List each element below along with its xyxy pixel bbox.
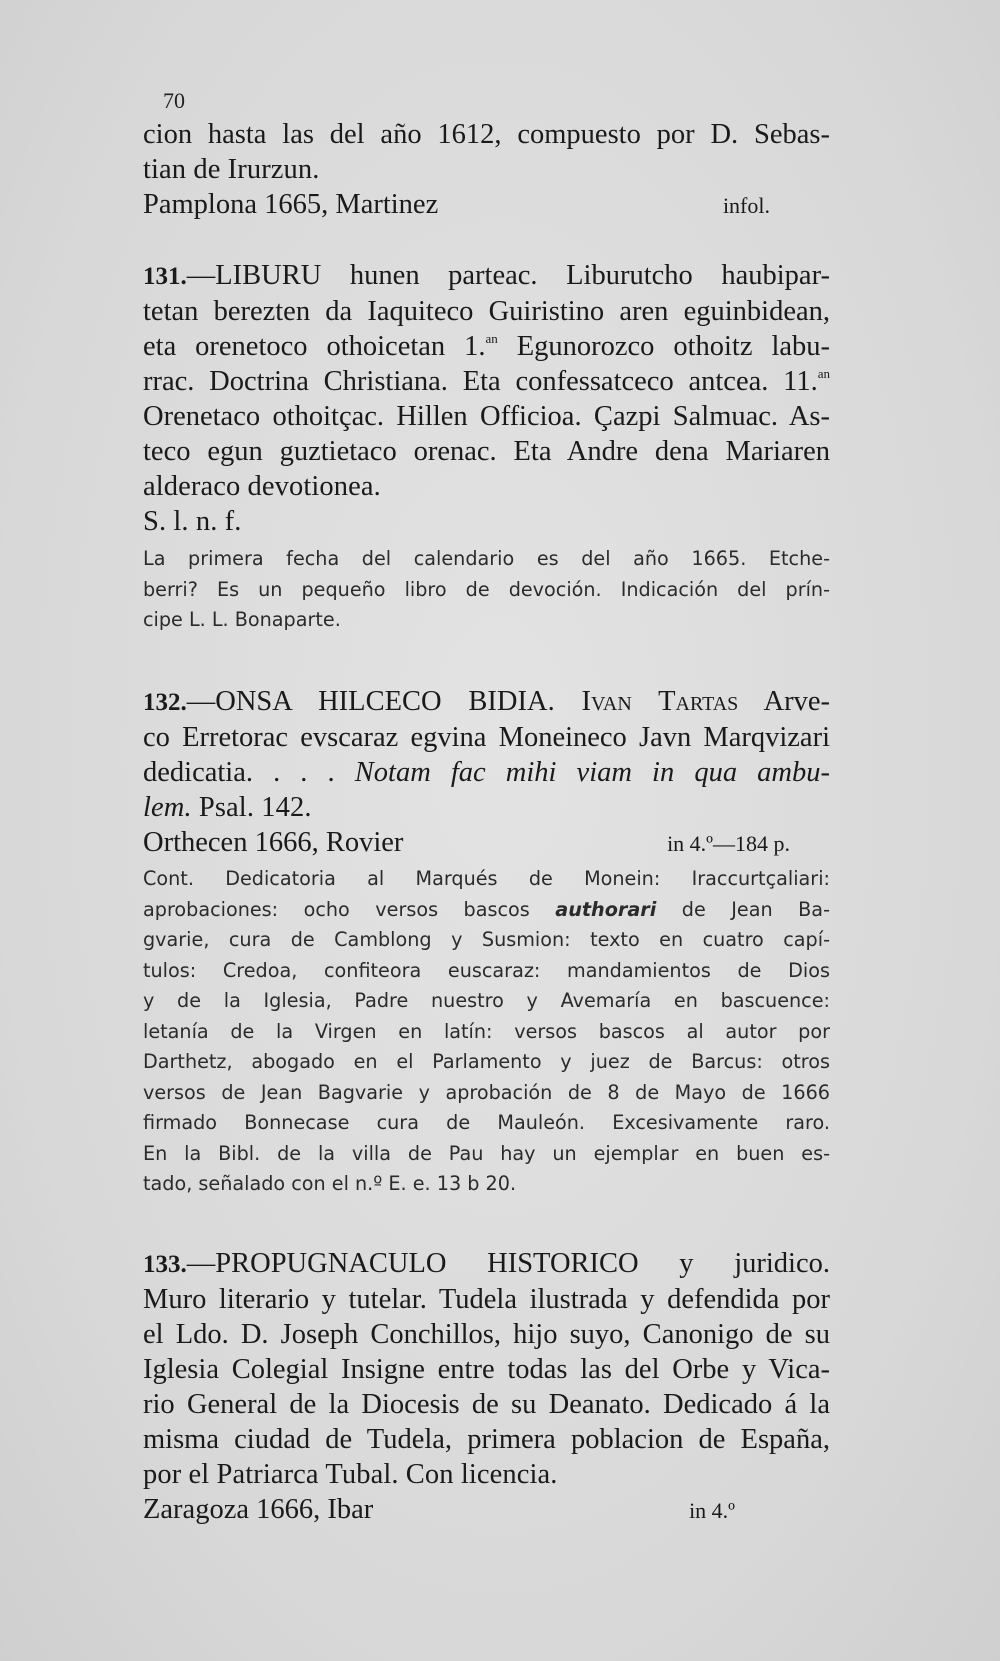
note-line: Darthetz, abogado en el Parlamento y juez de Barcus: otros <box>143 1050 830 1073</box>
text-run: dedicatia. . . . <box>143 757 355 788</box>
imprint-format: in 4.º—184 p. <box>667 831 790 856</box>
text-run: de Jean Ba- <box>656 897 830 921</box>
note-line: Cont. Dedicatoria al Marqués de Monein: Iraccurtçaliari: <box>143 867 830 890</box>
entry-number: 131. <box>143 263 187 290</box>
text-line: co Erretorac evscaraz egvina Moneineco Javn Marqvizari <box>143 722 830 753</box>
text-line: el Ldo. D. Joseph Conchillos, hijo suyo, Canonigo de su <box>143 1319 830 1350</box>
superscript: an <box>817 366 830 381</box>
text-line: tetan berezten da Iaquiteco Guiristino aren eguinbidean, <box>143 296 830 327</box>
note-line: berri? Es un pequeño libro de devoción. Indicación del prín- <box>143 577 830 601</box>
superscript: an <box>485 331 498 346</box>
text-run: Arve- <box>738 686 831 717</box>
text-line: por el Patriarca Tubal. Con licencia. <box>143 1459 558 1490</box>
text-run: rrac. Doctrina Christiana. Eta confessatceco antcea. 11. <box>143 366 818 397</box>
note-line: letanía de la Virgen en latín: versos bascos al autor por <box>143 1019 830 1043</box>
text-line <box>143 790 830 825</box>
latin-motto: Notam fac mihi viam in qua ambu- <box>354 757 831 788</box>
latin-motto: lem. <box>143 792 192 823</box>
note-line: y de la Iglesia, Padre nuestro y Avemaría en bascuence: <box>143 989 830 1012</box>
page-number: 70 <box>163 88 185 113</box>
text-run: eta orenetoco othoicetan 1. <box>143 331 486 362</box>
entry-heading <box>143 258 830 294</box>
entry-133 <box>143 1246 830 1528</box>
note-line: gvarie, cura de Camblong y Susmion: texto en cuatro capí- <box>143 928 830 951</box>
entry-title: LIBURU hunen parteac. Liburutcho haubipar- <box>215 260 830 291</box>
imprint-line <box>143 1492 830 1528</box>
author-name: Ivan Tartas <box>581 686 739 717</box>
text-line: teco egun guztietaco orenac. Eta Andre dena Mariaren <box>143 436 830 467</box>
note-line: cipe L. L. Bonaparte. <box>143 608 341 631</box>
bibliographic-note <box>143 544 830 636</box>
text-run: aprobaciones: ocho versos bascos <box>143 897 556 921</box>
note-line: versos de Jean Bagvarie y aprobación de 8 de Mayo de 1666 <box>143 1080 830 1104</box>
imprint-line: S. l. n. f. <box>143 506 242 537</box>
entry-heading <box>143 1246 830 1282</box>
em-dash: — <box>186 260 216 291</box>
imprint-place-date: Orthecen 1666, Rovier <box>143 827 404 858</box>
imprint-line <box>143 187 830 223</box>
imprint-format: in 4.º <box>689 1498 735 1523</box>
entry-title: ONSA HILCECO BIDIA. <box>215 686 582 717</box>
text-run: Egunorozco othoitz labu- <box>497 331 830 362</box>
text-line: Muro literario y tutelar. Tudela ilustrada y defendida por <box>143 1284 830 1315</box>
bibliographic-note <box>143 864 830 1200</box>
text-line: rio General de la Diocesis de su Deanato. Dedicado á la <box>143 1389 830 1420</box>
note-line: En la Bibl. de la villa de Pau hay un ejemplar en buen es- <box>143 1141 830 1165</box>
entry-130-continuation <box>143 117 830 223</box>
text-line: Iglesia Colegial Insigne entre todas las del Orbe y Vica- <box>143 1354 830 1385</box>
em-dash: — <box>186 1248 216 1279</box>
note-line <box>143 895 830 926</box>
text-line: Orenetaco othoitçac. Hillen Officioa. Çazpi Salmuac. As- <box>143 401 830 432</box>
entry-131 <box>143 258 830 636</box>
text-line: alderaco devotionea. <box>143 471 381 502</box>
entry-number: 132. <box>143 689 187 716</box>
note-line: tulos: Credoa, confiteora euscaraz: mandamientos de Dios <box>143 958 830 982</box>
text-line: misma ciudad de Tudela, primera poblacion de España, <box>143 1424 830 1455</box>
entry-132 <box>143 684 830 1200</box>
text-run: Psal. 142. <box>191 792 312 823</box>
imprint-place-date: Pamplona 1665, Martinez <box>143 189 439 220</box>
text-line <box>143 364 830 399</box>
emphasized-word: authorari <box>555 897 657 921</box>
text-line <box>143 329 830 364</box>
text-line: cion hasta las del año 1612, compuesto por D. Sebas- <box>143 119 830 150</box>
imprint-line <box>143 825 830 861</box>
text-line <box>143 755 830 790</box>
note-line: La primera fecha del calendario es del año 1665. Etche- <box>143 547 830 570</box>
note-line: tado, señalado con el n.º E. e. 13 b 20. <box>143 1172 517 1195</box>
em-dash: — <box>186 686 216 717</box>
text-line: tian de Irurzun. <box>143 154 320 185</box>
entry-heading <box>143 684 830 720</box>
imprint-place-date: Zaragoza 1666, Ibar <box>143 1494 374 1525</box>
entry-number: 133. <box>143 1251 187 1278</box>
entry-title: PROPUGNACULO HISTORICO y juridico. <box>215 1248 830 1279</box>
imprint-format: infol. <box>722 193 770 218</box>
note-line: firmado Bonnecase cura de Mauleón. Excesivamente raro. <box>143 1111 830 1134</box>
